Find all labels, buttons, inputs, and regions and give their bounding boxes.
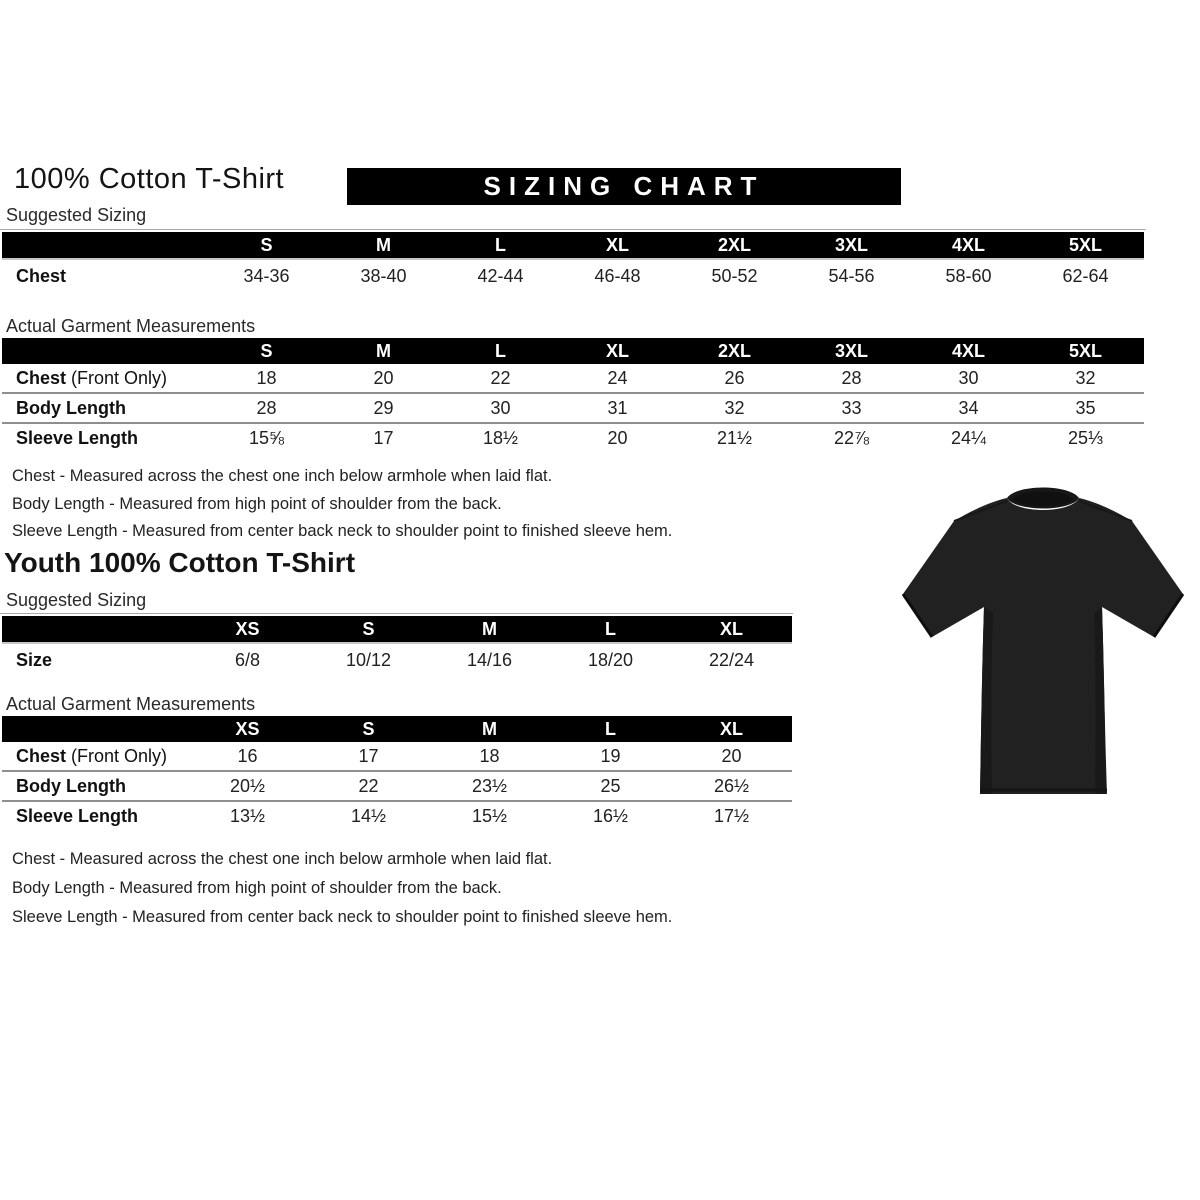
row-label-rest: (Front Only) bbox=[66, 367, 168, 388]
youth-suggested-header-row bbox=[2, 616, 792, 644]
table-cell: 25⅓ bbox=[1067, 427, 1104, 448]
note-sleeve-length: Sleeve Length - Measured from center back neck to shoulder point to finished sleeve hem. bbox=[12, 908, 673, 926]
adult-size-header: 5XL bbox=[1068, 340, 1102, 361]
table-cell: 24¼ bbox=[950, 427, 987, 448]
table-cell: 54-56 bbox=[828, 265, 875, 286]
table-cell: 18 bbox=[479, 745, 500, 766]
table-cell: 20 bbox=[721, 745, 742, 766]
adult-size-header: L bbox=[495, 340, 506, 361]
table-cell: 17½ bbox=[713, 805, 750, 826]
sizing-chart-banner bbox=[347, 168, 901, 205]
youth-page-title: Youth 100% Cotton T-Shirt bbox=[4, 547, 356, 578]
youth-size-header: M bbox=[482, 618, 497, 639]
youth-size-row bbox=[2, 644, 792, 676]
table-cell: 38-40 bbox=[360, 265, 407, 286]
table-cell: 29 bbox=[373, 397, 394, 418]
table-cell: 33 bbox=[841, 397, 862, 418]
table-cell: 28 bbox=[841, 367, 862, 388]
row-label-bold: Sleeve Length bbox=[16, 427, 139, 448]
row-label bbox=[2, 802, 187, 830]
adult-sleeve-length-row bbox=[2, 424, 1144, 452]
divider bbox=[0, 613, 793, 614]
youth-size-header: M bbox=[482, 718, 497, 739]
youth-size-header: XL bbox=[719, 618, 743, 639]
youth-size-header: XS bbox=[235, 718, 260, 739]
table-cell: 6/8 bbox=[234, 649, 261, 670]
table-cell: 34 bbox=[958, 397, 979, 418]
youth-suggested-sizing-label: Suggested Sizing bbox=[6, 590, 147, 610]
table-cell: 20 bbox=[373, 367, 394, 388]
table-cell: 15½ bbox=[471, 805, 508, 826]
table-cell: 20½ bbox=[229, 775, 266, 796]
tshirt-graphic bbox=[893, 468, 1193, 813]
table-cell: 34-36 bbox=[243, 265, 290, 286]
table-cell: 14/16 bbox=[466, 649, 513, 670]
table-cell: 32 bbox=[1075, 367, 1096, 388]
table-cell: 21½ bbox=[716, 427, 753, 448]
row-label-bold: Chest bbox=[16, 745, 67, 766]
table-cell: 13½ bbox=[229, 805, 266, 826]
note-chest: Chest - Measured across the chest one inch below armhole when laid flat. bbox=[12, 467, 553, 485]
adult-size-header: M bbox=[376, 234, 391, 255]
row-label-bold: Body Length bbox=[16, 775, 126, 796]
table-cell: 22/24 bbox=[708, 649, 755, 670]
table-cell: 25 bbox=[600, 775, 621, 796]
youth-measurements-header-blank bbox=[2, 716, 187, 742]
adult-body-length-row bbox=[2, 394, 1144, 422]
table-cell: 23½ bbox=[471, 775, 508, 796]
table-cell: 50-52 bbox=[711, 265, 758, 286]
table-cell: 17 bbox=[373, 427, 394, 448]
adult-size-header: M bbox=[376, 340, 391, 361]
table-cell: 35 bbox=[1075, 397, 1096, 418]
adult-suggested-header-blank bbox=[2, 232, 208, 258]
adult-size-header: 5XL bbox=[1068, 234, 1102, 255]
table-cell: 18½ bbox=[482, 427, 519, 448]
adult-size-header: L bbox=[495, 234, 506, 255]
adult-size-header: 2XL bbox=[717, 340, 751, 361]
table-cell: 30 bbox=[958, 367, 979, 388]
table-cell: 10/12 bbox=[345, 649, 392, 670]
table-cell: 30 bbox=[490, 397, 511, 418]
row-label-bold: Chest bbox=[16, 367, 67, 388]
row-label-text: Size bbox=[16, 649, 53, 670]
row-label bbox=[2, 364, 208, 392]
note-sleeve-length: Sleeve Length - Measured from center back neck to shoulder point to finished sleeve hem. bbox=[12, 522, 673, 540]
table-cell: 17 bbox=[358, 745, 379, 766]
table-cell: 22 bbox=[358, 775, 379, 796]
adult-size-header: S bbox=[260, 234, 273, 255]
table-cell: 58-60 bbox=[945, 265, 992, 286]
table-cell: 22⅞ bbox=[833, 427, 870, 448]
table-cell: 14½ bbox=[350, 805, 387, 826]
table-cell: 31 bbox=[607, 397, 628, 418]
row-label bbox=[2, 424, 208, 452]
table-cell: 16½ bbox=[592, 805, 629, 826]
table-cell: 18/20 bbox=[587, 649, 634, 670]
divider bbox=[0, 229, 1146, 230]
table-cell: 20 bbox=[607, 427, 628, 448]
black-tshirt-image bbox=[893, 468, 1193, 813]
row-label-bold: Sleeve Length bbox=[16, 805, 139, 826]
note-body-length: Body Length - Measured from high point of shoulder from the back. bbox=[12, 879, 502, 897]
youth-body-length-row bbox=[2, 772, 792, 800]
row-label-rest: (Front Only) bbox=[66, 745, 168, 766]
row-label bbox=[2, 260, 208, 292]
adult-size-header: 4XL bbox=[951, 234, 985, 255]
table-cell: 16 bbox=[237, 745, 258, 766]
row-label-bold: Body Length bbox=[16, 397, 126, 418]
youth-suggested-header-blank bbox=[2, 616, 187, 642]
adult-suggested-sizing-label: Suggested Sizing bbox=[6, 205, 147, 225]
adult-chest-front-only-row bbox=[2, 364, 1144, 392]
youth-chest-front-only-row bbox=[2, 742, 792, 770]
youth-sleeve-length-row bbox=[2, 802, 792, 830]
adult-actual-measurements-label: Actual Garment Measurements bbox=[6, 316, 256, 336]
adult-size-header: 3XL bbox=[834, 340, 868, 361]
youth-measurements-header-row bbox=[2, 716, 792, 742]
youth-size-header: L bbox=[605, 618, 616, 639]
youth-size-header: L bbox=[605, 718, 616, 739]
table-cell: 26 bbox=[724, 367, 745, 388]
adult-suggested-header-row bbox=[2, 232, 1144, 260]
row-label bbox=[2, 742, 187, 770]
adult-measurement-notes bbox=[12, 463, 672, 546]
adult-size-header: S bbox=[260, 340, 273, 361]
row-label bbox=[2, 394, 208, 422]
adult-size-header: XL bbox=[605, 340, 629, 361]
page-title: 100% Cotton T-Shirt bbox=[14, 163, 285, 195]
youth-measurement-notes bbox=[12, 845, 672, 932]
table-cell: 26½ bbox=[713, 775, 750, 796]
adult-chest-row bbox=[2, 260, 1144, 292]
adult-size-header: 4XL bbox=[951, 340, 985, 361]
row-label bbox=[2, 772, 187, 800]
adult-measurements-header-row bbox=[2, 338, 1144, 364]
note-body-length: Body Length - Measured from high point of shoulder from the back. bbox=[12, 494, 502, 513]
table-cell: 18 bbox=[256, 367, 277, 388]
youth-size-header: XS bbox=[235, 618, 260, 639]
table-cell: 22 bbox=[490, 367, 511, 388]
youth-size-header: S bbox=[362, 718, 375, 739]
row-label bbox=[2, 644, 187, 676]
youth-size-header: XL bbox=[719, 718, 743, 739]
table-cell: 32 bbox=[724, 397, 745, 418]
table-cell: 28 bbox=[256, 397, 277, 418]
youth-size-header: S bbox=[362, 618, 375, 639]
sizing-chart-banner-text: SIZING CHART bbox=[483, 171, 765, 201]
adult-size-header: XL bbox=[605, 234, 629, 255]
table-cell: 19 bbox=[600, 745, 621, 766]
table-cell: 42-44 bbox=[477, 265, 524, 286]
adult-size-header: 2XL bbox=[717, 234, 751, 255]
table-cell: 24 bbox=[607, 367, 628, 388]
row-label-text: Chest bbox=[16, 265, 67, 286]
adult-size-header: 3XL bbox=[834, 234, 868, 255]
table-cell: 62-64 bbox=[1062, 265, 1109, 286]
note-chest: Chest - Measured across the chest one inch below armhole when laid flat. bbox=[12, 850, 553, 868]
adult-measurements-header-blank bbox=[2, 338, 208, 364]
table-cell: 15⅝ bbox=[248, 427, 285, 448]
youth-actual-measurements-label: Actual Garment Measurements bbox=[6, 694, 256, 714]
table-cell: 46-48 bbox=[594, 265, 641, 286]
